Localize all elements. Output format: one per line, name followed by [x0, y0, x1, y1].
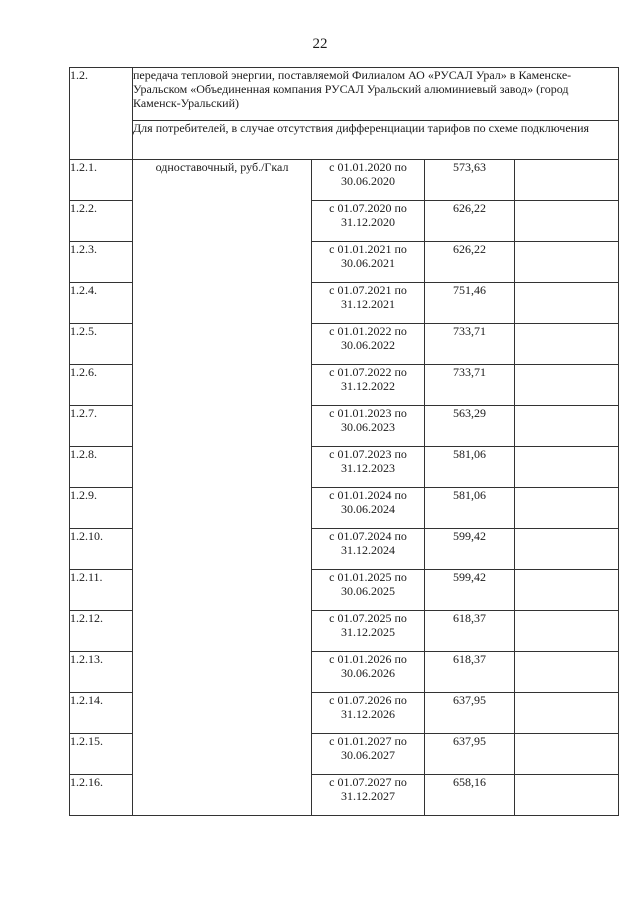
row-number: 1.2.12.: [70, 611, 133, 652]
empty-cell: [515, 283, 619, 324]
empty-cell: [515, 324, 619, 365]
section-number: 1.2.: [70, 68, 133, 160]
section-title: передача тепловой энергии, поставляемой Филиалом АО «РУСАЛ Урал» в Каменске-Уральском «Объединенная компания РУСАЛ Уральский алюминиевый завод» (город Каменск-Уральский): [133, 68, 619, 121]
tariff-table: [69, 67, 619, 816]
period-cell: с 01.07.2021 по 31.12.2021: [312, 283, 425, 324]
price-cell: 637,95: [425, 734, 515, 775]
price-cell: 563,29: [425, 406, 515, 447]
price-cell: 626,22: [425, 201, 515, 242]
row-number: 1.2.4.: [70, 283, 133, 324]
section-header-row: [70, 68, 619, 121]
row-number: 1.2.2.: [70, 201, 133, 242]
period-cell: с 01.07.2025 по 31.12.2025: [312, 611, 425, 652]
row-number: 1.2.6.: [70, 365, 133, 406]
empty-cell: [515, 734, 619, 775]
row-number: 1.2.8.: [70, 447, 133, 488]
period-cell: с 01.07.2022 по 31.12.2022: [312, 365, 425, 406]
empty-cell: [515, 406, 619, 447]
row-number: 1.2.13.: [70, 652, 133, 693]
empty-cell: [515, 365, 619, 406]
period-cell: с 01.01.2026 по 30.06.2026: [312, 652, 425, 693]
price-cell: 733,71: [425, 365, 515, 406]
empty-cell: [515, 201, 619, 242]
empty-cell: [515, 529, 619, 570]
price-cell: 618,37: [425, 611, 515, 652]
row-number: 1.2.10.: [70, 529, 133, 570]
tariff-table-body: [70, 68, 619, 816]
price-cell: 658,16: [425, 775, 515, 816]
page-number: 22: [312, 36, 328, 52]
period-cell: с 01.01.2025 по 30.06.2025: [312, 570, 425, 611]
empty-cell: [515, 242, 619, 283]
table-row: [70, 160, 619, 201]
price-cell: 581,06: [425, 488, 515, 529]
price-cell: 733,71: [425, 324, 515, 365]
period-cell: с 01.07.2020 по 31.12.2020: [312, 201, 425, 242]
price-cell: 637,95: [425, 693, 515, 734]
period-cell: с 01.01.2024 по 30.06.2024: [312, 488, 425, 529]
price-cell: 618,37: [425, 652, 515, 693]
price-cell: 599,42: [425, 529, 515, 570]
period-cell: с 01.01.2022 по 30.06.2022: [312, 324, 425, 365]
empty-cell: [515, 488, 619, 529]
price-cell: 599,42: [425, 570, 515, 611]
section-subheader-row: [70, 121, 619, 160]
period-cell: с 01.07.2024 по 31.12.2024: [312, 529, 425, 570]
row-number: 1.2.3.: [70, 242, 133, 283]
price-cell: 581,06: [425, 447, 515, 488]
row-number: 1.2.11.: [70, 570, 133, 611]
empty-cell: [515, 611, 619, 652]
section-subtitle: Для потребителей, в случае отсутствия дифференциации тарифов по схеме подключения: [133, 121, 619, 160]
row-number: 1.2.9.: [70, 488, 133, 529]
period-cell: с 01.01.2020 по 30.06.2020: [312, 160, 425, 201]
row-number: 1.2.1.: [70, 160, 133, 201]
empty-cell: [515, 693, 619, 734]
price-cell: 626,22: [425, 242, 515, 283]
period-cell: с 01.01.2021 по 30.06.2021: [312, 242, 425, 283]
period-cell: с 01.07.2027 по 31.12.2027: [312, 775, 425, 816]
row-number: 1.2.7.: [70, 406, 133, 447]
price-cell: 751,46: [425, 283, 515, 324]
empty-cell: [515, 775, 619, 816]
empty-cell: [515, 447, 619, 488]
row-number: 1.2.16.: [70, 775, 133, 816]
unit-label: одноставочный, руб./Гкал: [133, 160, 312, 816]
period-cell: с 01.07.2026 по 31.12.2026: [312, 693, 425, 734]
row-number: 1.2.15.: [70, 734, 133, 775]
empty-cell: [515, 652, 619, 693]
period-cell: с 01.01.2023 по 30.06.2023: [312, 406, 425, 447]
period-cell: с 01.07.2023 по 31.12.2023: [312, 447, 425, 488]
period-cell: с 01.01.2027 по 30.06.2027: [312, 734, 425, 775]
row-number: 1.2.5.: [70, 324, 133, 365]
empty-cell: [515, 160, 619, 201]
price-cell: 573,63: [425, 160, 515, 201]
row-number: 1.2.14.: [70, 693, 133, 734]
empty-cell: [515, 570, 619, 611]
